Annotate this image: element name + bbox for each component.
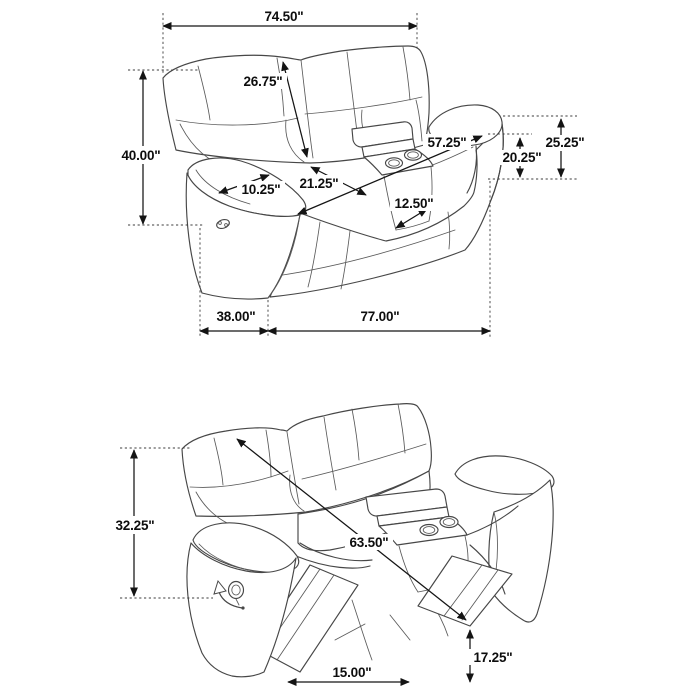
dim-label-footrest-extension: 15.00" <box>332 665 372 680</box>
dim-arm-height <box>503 116 589 177</box>
dim-label-reclined-back-height: 32.25" <box>115 518 155 533</box>
dim-label-seat-height: 20.25" <box>502 150 542 165</box>
dim-label-seat-back-height: 26.75" <box>243 74 283 89</box>
dim-label-seat-depth: 21.25" <box>299 176 339 191</box>
dim-label-overall-depth: 38.00" <box>216 309 256 324</box>
dim-footrest-extension <box>288 664 409 682</box>
dim-label-back-width: 77.00" <box>360 309 400 324</box>
dim-label-overall-height: 40.00" <box>121 148 161 163</box>
upright-sofa-drawing <box>163 46 503 299</box>
dim-label-arm-width: 10.25" <box>241 182 281 197</box>
dim-label-footrest-height: 17.25" <box>473 650 513 665</box>
dim-seat-depth <box>295 167 366 195</box>
dim-label-interior-width: 57.25" <box>427 135 467 150</box>
dim-label-console-width: 12.50" <box>394 196 434 211</box>
dim-label-arm-height: 25.25" <box>545 135 585 150</box>
dim-footrest-height <box>469 630 517 682</box>
dim-label-overall-width: 74.50" <box>264 9 304 24</box>
dim-label-reclined-depth: 63.50" <box>349 535 389 550</box>
